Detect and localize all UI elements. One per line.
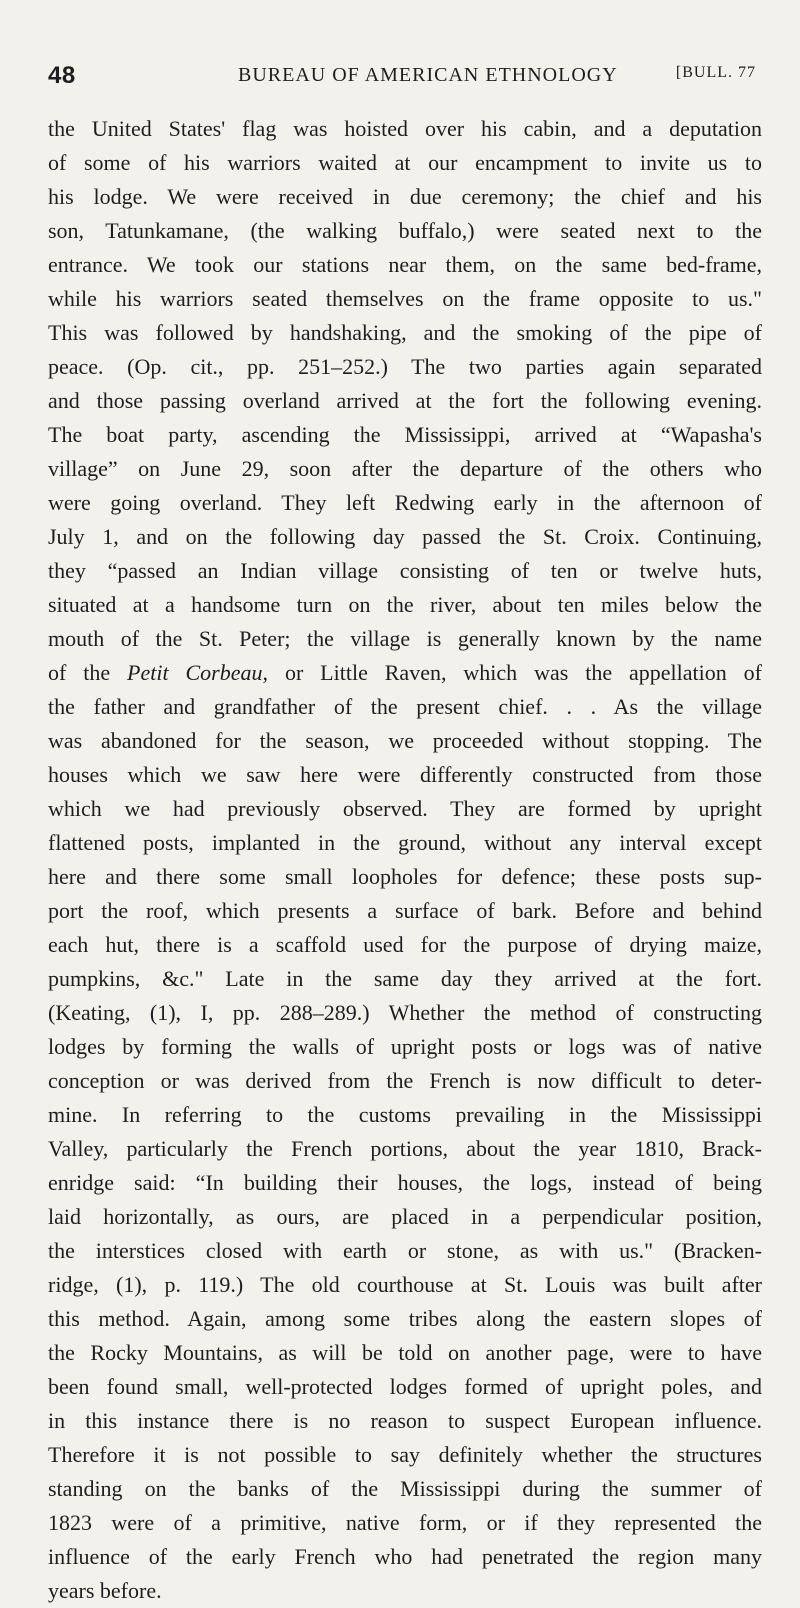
text-line: son, Tatunkamane, (the walking buffalo,) were seated next to the — [48, 218, 762, 243]
text-line: this method. Again, among some tribes along the eastern slopes of — [48, 1306, 762, 1331]
text-line: and those passing overland arrived at the fort the following evening. — [48, 388, 762, 413]
text-line: the father and grandfather of the present chief. . . As the village — [48, 694, 762, 719]
text-line: lodges by forming the walls of upright posts or logs was of native — [48, 1034, 762, 1059]
text-line: entrance. We took our stations near them, on the same bed-frame, — [48, 252, 762, 277]
text-line: (Keating, (1), I, pp. 288–289.) Whether the method of constructing — [48, 1000, 762, 1025]
text-line: village” on June 29, soon after the departure of the others who — [48, 456, 762, 481]
text-line: situated at a handsome turn on the river, about ten miles below the — [48, 592, 762, 617]
text-line: of the Petit Corbeau, or Little Raven, which was the appellation of — [48, 660, 762, 685]
text-line: while his warriors seated themselves on the frame opposite to us." — [48, 286, 762, 311]
text-line: laid horizontally, as ours, are placed in a perpendicular position, — [48, 1204, 762, 1229]
text-line: July 1, and on the following day passed the St. Croix. Continuing, — [48, 524, 762, 549]
text-line: were going overland. They left Redwing early in the afternoon of — [48, 490, 762, 515]
text-line: here and there some small loopholes for defence; these posts sup- — [48, 864, 762, 889]
text-line: standing on the banks of the Mississippi during the summer of — [48, 1476, 762, 1501]
text-line: the interstices closed with earth or stone, as with us." (Bracken- — [48, 1238, 762, 1263]
text-line: houses which we saw here were differently constructed from those — [48, 762, 762, 787]
text-line: each hut, there is a scaffold used for the purpose of drying maize, — [48, 932, 762, 957]
text-line: in this instance there is no reason to suspect European influence. — [48, 1408, 762, 1433]
text-line: flattened posts, implanted in the ground, without any interval except — [48, 830, 762, 855]
text-line: Valley, particularly the French portions, about the year 1810, Brack- — [48, 1136, 762, 1161]
text-line: mine. In referring to the customs prevailing in the Mississippi — [48, 1102, 762, 1127]
text-line: influence of the early French who had penetrated the region many — [48, 1544, 762, 1569]
text-line: 1823 were of a primitive, native form, or if they represented the — [48, 1510, 762, 1535]
text-line: the Rocky Mountains, as will be told on another page, were to have — [48, 1340, 762, 1365]
text-line: The boat party, ascending the Mississippi, arrived at “Wapasha's — [48, 422, 762, 447]
bulletin-reference: [BULL. 77 — [675, 64, 756, 81]
body-text — [48, 112, 762, 1608]
text-line: Therefore it is not possible to say definitely whether the structures — [48, 1442, 762, 1467]
text-line: was abandoned for the season, we proceeded without stopping. The — [48, 728, 762, 753]
text-line: the United States' flag was hoisted over his cabin, and a deputation — [48, 116, 762, 141]
running-head-title: BUREAU OF AMERICAN ETHNOLOGY — [238, 64, 618, 86]
running-head — [48, 62, 760, 92]
text-line: peace. (Op. cit., pp. 251–252.) The two parties again separated — [48, 354, 762, 379]
text-line: been found small, well-protected lodges formed of upright poles, and — [48, 1374, 762, 1399]
text-line: This was followed by handshaking, and the smoking of the pipe of — [48, 320, 762, 345]
text-line: conception or was derived from the French is now difficult to deter- — [48, 1068, 762, 1093]
text-line: mouth of the St. Peter; the village is generally known by the name — [48, 626, 762, 651]
text-line: his lodge. We were received in due ceremony; the chief and his — [48, 184, 762, 209]
text-line: of some of his warriors waited at our encampment to invite us to — [48, 150, 762, 175]
text-line: which we had previously observed. They are formed by upright — [48, 796, 762, 821]
text-line: pumpkins, &c." Late in the same day they arrived at the fort. — [48, 966, 762, 991]
text-line: years before. — [48, 1578, 162, 1603]
italic-term: Petit Corbeau — [127, 660, 263, 685]
text-line: ridge, (1), p. 119.) The old courthouse at St. Louis was built after — [48, 1272, 762, 1297]
text-line: port the roof, which presents a surface of bark. Before and behind — [48, 898, 762, 923]
text-line: they “passed an Indian village consisting of ten or twelve huts, — [48, 558, 762, 583]
page-number: 48 — [48, 62, 76, 89]
text-line: enridge said: “In building their houses, the logs, instead of being — [48, 1170, 762, 1195]
